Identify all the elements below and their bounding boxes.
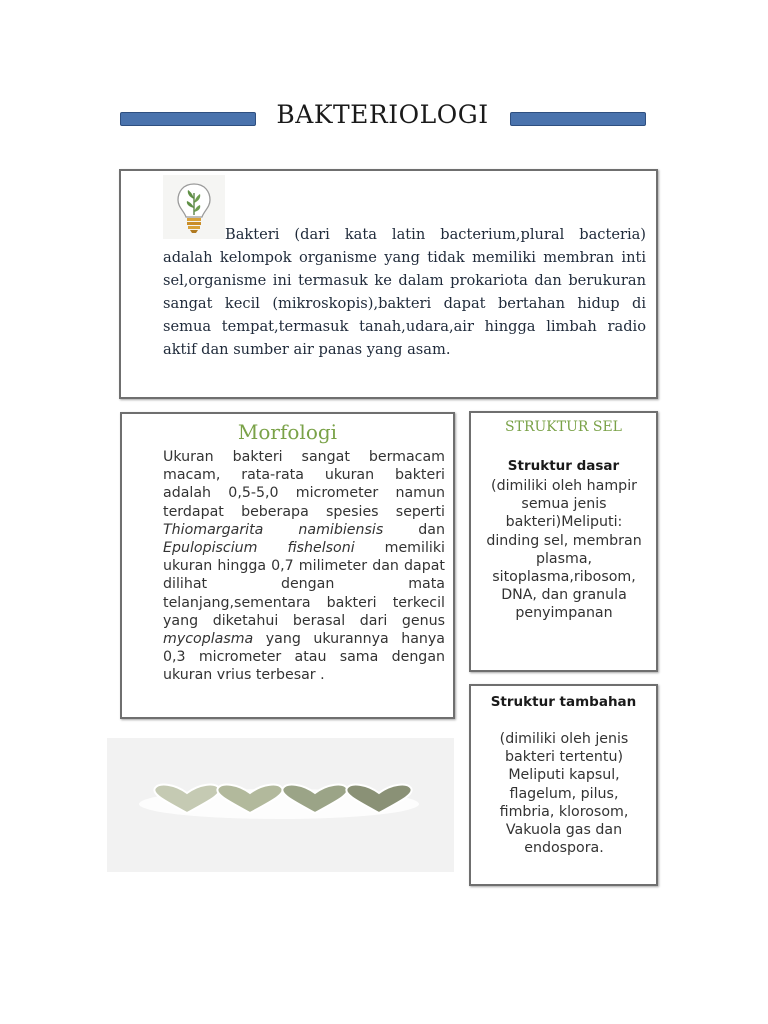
morfologi-text-4: yang ukurannya hanya 0,3 micrometer atau sama dengan ukuran vrius terbesar . (163, 631, 445, 684)
morfologi-text-3: memiliki ukuran hingga 0,7 milimeter dan dapat dilihat dengan mata telanjang,sementara bakteri terkecil yang diketahui berasal dari genus (163, 540, 445, 629)
species-thiomargarita: Thiomargarita namibiensis (163, 521, 384, 538)
intro-box (119, 169, 658, 399)
species-epulopiscium: Epulopiscium fishelsoni (163, 540, 355, 557)
struktur-tambahan-heading: Struktur tambahan (490, 694, 637, 710)
struktur-tambahan-text: (dimiliki oleh jenis bakteri tertentu) Meliputi kapsul, flagelum, pilus, fimbria, klorosom, Vakuola gas dan endospora. (499, 731, 629, 857)
genus-mycoplasma: mycoplasma (163, 631, 254, 648)
morfologi-box (120, 412, 455, 719)
struktur-sel-title: STRUKTUR SEL (505, 419, 622, 435)
intro-text: Bakteri (dari kata latin bacterium,plural bacteria) adalah kelompok organisme yang tidak memiliki membran inti sel,organisme ini termasuk ke dalam prokariota dan berukuran sangat kecil (mikroskopis),bakteri dapat bertahan hidup di semua tempat,termasuk tanah,udara,air hingga limbah radio aktif dan sumber air panas yang asam. (163, 226, 646, 358)
green-hearts-image (107, 738, 454, 872)
morfologi-text-2: dan (383, 521, 445, 538)
morfologi-title: Morfologi (237, 420, 338, 444)
title-bar-right (510, 112, 646, 126)
title-bar-left (120, 112, 256, 126)
page-title: BAKTERIOLOGI (276, 100, 489, 129)
struktur-dasar-heading: Struktur dasar (507, 458, 620, 474)
struktur-sel-box (469, 411, 658, 672)
morfologi-text (163, 448, 445, 685)
struktur-dasar-text: (dimiliki oleh hampir semua jenis bakteri)Meliputi: dinding sel, membran plasma, sitoplasma,ribosom, DNA, dan granula penyimpanan (486, 478, 642, 622)
morfologi-text-1: Ukuran bakteri sangat bermacam macam, rata-rata ukuran bakteri adalah 0,5-5,0 micrometer namun terdapat beberapa spesies seperti (163, 449, 445, 520)
struktur-tambahan-box (469, 684, 658, 886)
